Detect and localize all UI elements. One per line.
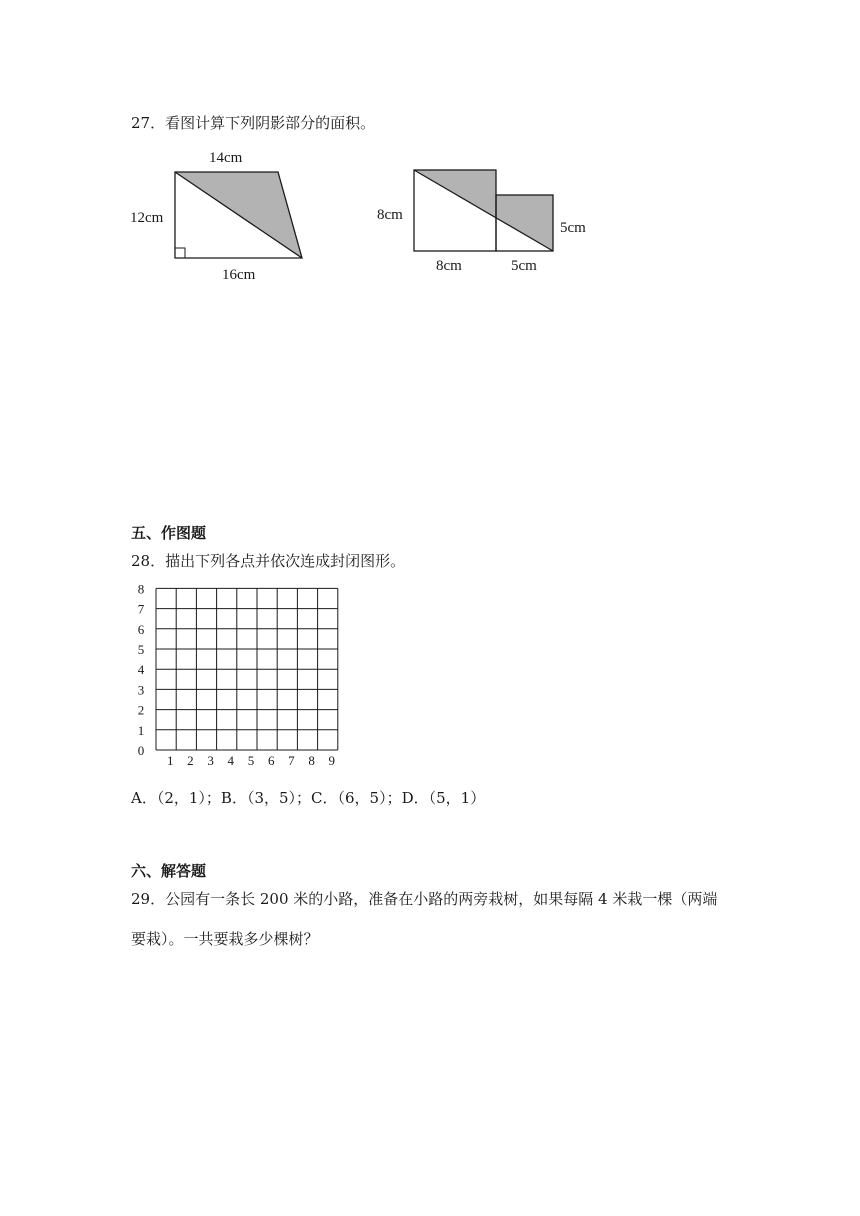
y-tick-label: 1 xyxy=(137,722,145,738)
x-tick-label: 9 xyxy=(328,753,336,768)
x-tick-label: 8 xyxy=(308,753,315,768)
x-tick-label: 5 xyxy=(247,753,255,768)
y-tick-label: 4 xyxy=(137,662,145,678)
q28-coordinate-grid xyxy=(130,580,360,775)
squares-left-label: 8cm xyxy=(377,207,403,223)
q29-line-1: 29．公园有一条长 200 米的小路，准备在小路的两旁栽树，如果每隔 4 米栽一棵（两端 xyxy=(131,890,718,908)
y-tick-label: 5 xyxy=(137,642,145,657)
trapezoid-bottom-label: 16cm xyxy=(222,267,256,283)
q27-figure-trapezoid xyxy=(120,140,320,290)
y-tick-label: 2 xyxy=(137,702,145,718)
squares-right-label: 5cm xyxy=(560,220,586,236)
q29-line-2: 要栽）。一共要栽多少棵树？ xyxy=(131,930,319,948)
squares-bottom-left-label: 8cm xyxy=(436,258,462,274)
right-angle-mark xyxy=(175,248,185,258)
y-tick-label: 0 xyxy=(137,743,145,758)
trapezoid-left-label: 12cm xyxy=(130,210,164,226)
x-tick-label: 7 xyxy=(288,753,295,768)
section-5-title: 五、作图题 xyxy=(131,524,207,542)
q27-figure-squares xyxy=(370,160,610,285)
y-tick-label: 6 xyxy=(137,621,145,637)
q27-prompt: 27．看图计算下列阴影部分的面积。 xyxy=(131,114,376,132)
x-tick-label: 6 xyxy=(267,753,275,768)
y-tick-label: 3 xyxy=(137,682,145,698)
x-tick-label: 1 xyxy=(166,753,174,768)
squares-bottom-right-label: 5cm xyxy=(511,258,537,274)
y-tick-label: 7 xyxy=(137,601,145,617)
q28-prompt: 28．描出下列各点并依次连成封闭图形。 xyxy=(131,552,406,570)
x-tick-label: 2 xyxy=(187,753,194,768)
x-tick-label: 4 xyxy=(227,753,235,768)
y-tick-label: 8 xyxy=(137,581,145,597)
x-tick-label: 3 xyxy=(207,753,214,768)
q28-points: A．（2，1）；B．（3，5）；C．（6，5）；D．（5，1） xyxy=(131,789,486,807)
section-6-title: 六、解答题 xyxy=(131,862,207,880)
trapezoid-top-label: 14cm xyxy=(209,150,243,166)
